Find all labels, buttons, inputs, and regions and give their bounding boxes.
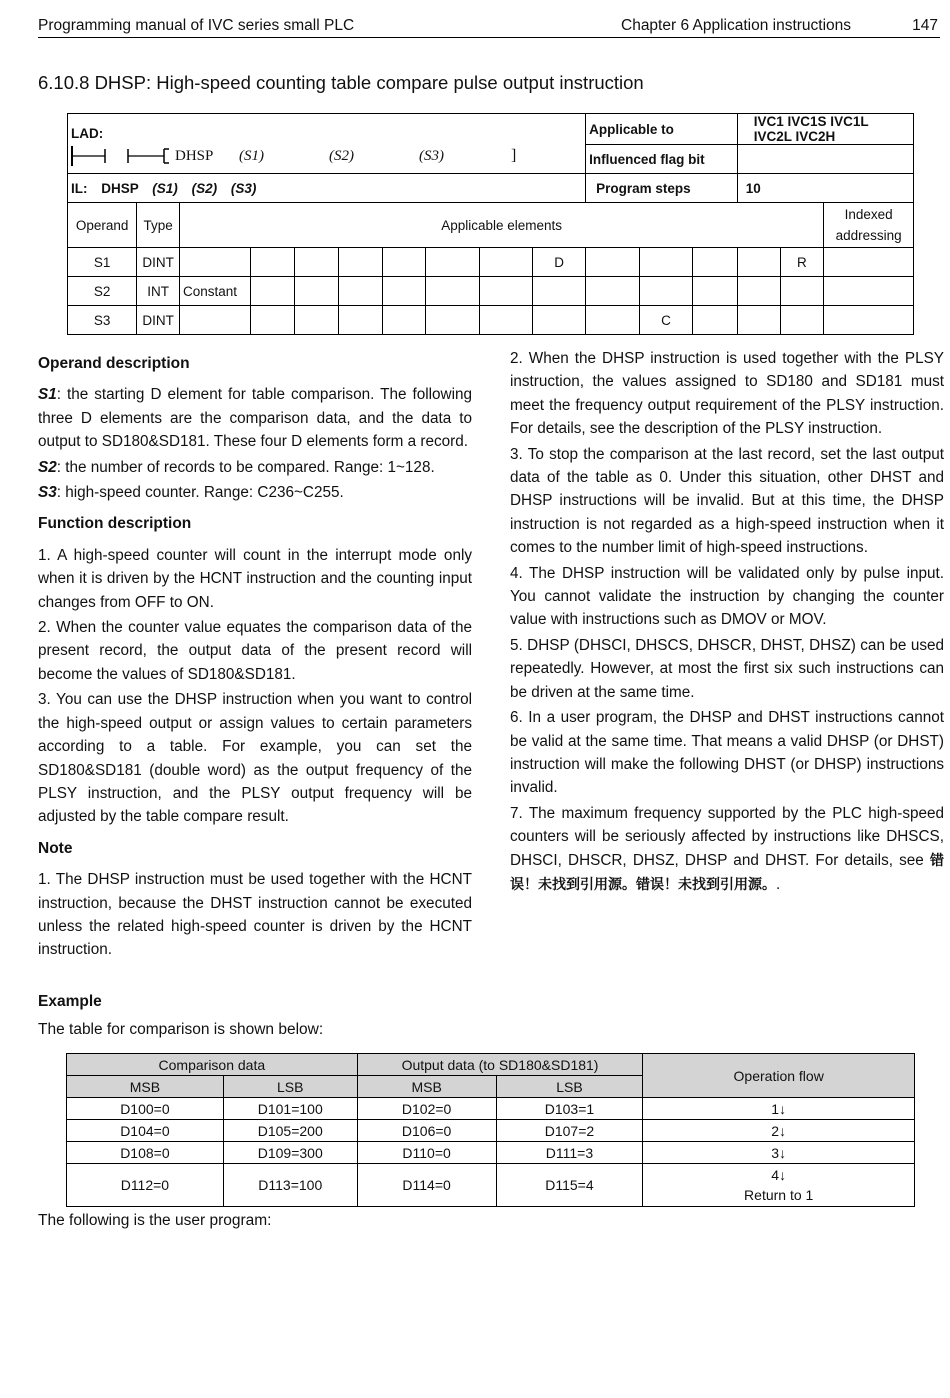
cell: D115=4 bbox=[496, 1164, 643, 1207]
indexed-cell bbox=[824, 248, 914, 277]
element-cell bbox=[586, 306, 640, 335]
example-heading: Example bbox=[38, 993, 102, 1010]
element-cell bbox=[426, 248, 480, 277]
function-description-heading: Function description bbox=[38, 515, 192, 533]
left-column bbox=[38, 352, 472, 964]
applicable-to-value: IVC1 IVC1S IVC1L IVC2L IVC2H bbox=[737, 114, 913, 145]
flow-cell: 2↓ bbox=[643, 1120, 915, 1142]
s2-description bbox=[38, 456, 472, 479]
cell: D109=300 bbox=[223, 1142, 357, 1164]
user-program-intro: The following is the user program: bbox=[38, 1212, 272, 1229]
function-item: 1. A high-speed counter will count in the interrupt mode only when it is driven by the HCNT instruction and the counting input changes from OFF to ON. bbox=[38, 546, 472, 611]
program-steps-value: 10 bbox=[737, 174, 913, 203]
page-header bbox=[38, 15, 940, 38]
cell: D100=0 bbox=[67, 1098, 224, 1120]
operand-cell: S1 bbox=[68, 248, 137, 277]
comparison-table bbox=[66, 1053, 915, 1207]
element-cell bbox=[480, 306, 533, 335]
il-operand-s1: (S1) bbox=[152, 180, 178, 196]
cell: D104=0 bbox=[67, 1120, 224, 1142]
note-item: 5. DHSP (DHSCI, DHSCS, DHSCR, DHST, DHSZ) can be used repeatedly. However, at most the first six such instructions can be driven at the same time. bbox=[510, 636, 944, 701]
msb-header: MSB bbox=[67, 1076, 224, 1098]
table-row bbox=[68, 248, 914, 277]
section-title: 6.10.8 DHSP: High-speed counting table compare pulse output instruction bbox=[38, 72, 644, 93]
cell: D107=2 bbox=[496, 1120, 643, 1142]
col-elements-header: Applicable elements bbox=[179, 203, 823, 248]
operand-description-heading: Operand description bbox=[38, 355, 190, 372]
note-heading: Note bbox=[38, 839, 73, 857]
element-cell bbox=[640, 248, 693, 277]
cell: D106=0 bbox=[357, 1120, 496, 1142]
element-cell bbox=[294, 306, 338, 335]
comparison-data-header: Comparison data bbox=[67, 1054, 358, 1076]
element-cell bbox=[533, 306, 586, 335]
s1-label: S1 bbox=[38, 386, 57, 404]
contact-symbol-icon bbox=[71, 145, 171, 167]
indexed-cell bbox=[824, 277, 914, 306]
cell: D111=3 bbox=[496, 1142, 643, 1164]
flag-label: Influenced flag bit bbox=[586, 145, 738, 174]
element-cell bbox=[426, 306, 480, 335]
element-cell bbox=[338, 277, 382, 306]
lsb-header: LSB bbox=[223, 1076, 357, 1098]
cell: D110=0 bbox=[357, 1142, 496, 1164]
manual-title: Programming manual of IVC series small PLC bbox=[38, 17, 355, 34]
cell: D105=200 bbox=[223, 1120, 357, 1142]
element-cell bbox=[382, 306, 426, 335]
flow-step: 4↓ bbox=[771, 1167, 787, 1183]
function-item: 3. You can use the DHSP instruction when you want to control the high-speed output or assign values to certain parameters according to a table. For example, you can set the SD180&SD181 (double word) as the output frequency of the PLSY instruction, and the PLSY output frequency will be adjusted by the table compare result. bbox=[38, 691, 472, 826]
s1-text: : the starting D element for table comparison. The following three D elements are the comparison data, and the data to output to SD180&SD181. These four D elements form a record. bbox=[38, 386, 472, 451]
note-item: 3. To stop the comparison at the last record, set the last output data of the table as 0. Under this situation, other DHST and DHSP instructions will be invalid. But at this time, the DHSP instruction is not regarded as a high-speed instruction when it comes to the number limit of high-speed instructions. bbox=[510, 445, 944, 557]
s2-text: : the number of records to be compared. Range: 1~128. bbox=[56, 458, 435, 476]
lsb-header: LSB bbox=[496, 1076, 643, 1098]
cell: D103=1 bbox=[496, 1098, 643, 1120]
col-operand-header: Operand bbox=[68, 203, 137, 248]
msb-header: MSB bbox=[357, 1076, 496, 1098]
element-cell bbox=[294, 248, 338, 277]
element-cell: Constant bbox=[179, 277, 250, 306]
element-cell bbox=[426, 277, 480, 306]
example-intro: The table for comparison is shown below: bbox=[38, 1021, 324, 1038]
indexed-cell bbox=[824, 306, 914, 335]
flow-cell: 1↓ bbox=[643, 1098, 915, 1120]
cell: D113=100 bbox=[223, 1164, 357, 1207]
note7-text: 7. The maximum frequency supported by the PLC high-speed counters will be seriously affected by instructions like DHSCS, DHSCI, DHSCR, DHSZ, DHSP and DHST. For details, see bbox=[510, 804, 944, 869]
note-item: 1. The DHSP instruction must be used together with the HCNT instruction, because the DHST instruction cannot be executed unless the related high-speed counter is driven by the HCNT instruction. bbox=[38, 871, 472, 959]
type-cell: DINT bbox=[137, 306, 180, 335]
element-cell bbox=[533, 277, 586, 306]
lad-cell bbox=[68, 114, 586, 174]
cell: D114=0 bbox=[357, 1164, 496, 1207]
function-item: 2. When the counter value equates the comparison data of the present record, the output data of the present record will become the values of SD180&SD181. bbox=[38, 619, 472, 683]
ladder-diagram bbox=[71, 144, 582, 168]
table-row bbox=[68, 277, 914, 306]
table-row bbox=[67, 1164, 915, 1207]
flow-cell bbox=[643, 1164, 915, 1207]
element-cell: R bbox=[780, 248, 824, 277]
element-cell bbox=[338, 248, 382, 277]
lad-operand-s3: (S3) bbox=[419, 147, 444, 164]
element-cell: D bbox=[533, 248, 586, 277]
table-row bbox=[67, 1098, 915, 1120]
lad-mnemonic: DHSP bbox=[175, 147, 214, 164]
il-operand-s2: (S2) bbox=[191, 180, 218, 196]
cell: D101=100 bbox=[223, 1098, 357, 1120]
note-item: 6. In a user program, the DHSP and DHST instructions cannot be valid at the same time. That means a valid DHSP (or DHST) instruction will make the following DHST (or DHSP) instructions invalid. bbox=[510, 709, 944, 797]
element-cell bbox=[480, 277, 533, 306]
lad-label: LAD: bbox=[71, 126, 104, 141]
instruction-table bbox=[67, 113, 914, 335]
il-label: IL: bbox=[71, 180, 88, 196]
s1-description bbox=[38, 383, 472, 453]
element-cell bbox=[251, 277, 295, 306]
il-operand-s3: (S3) bbox=[230, 180, 257, 196]
table-row bbox=[68, 306, 914, 335]
cell: D112=0 bbox=[67, 1164, 224, 1207]
element-cell bbox=[179, 306, 250, 335]
right-bracket-icon: ] bbox=[511, 147, 517, 164]
chapter-title: Chapter 6 Application instructions bbox=[621, 17, 852, 34]
cell: D102=0 bbox=[357, 1098, 496, 1120]
element-cell bbox=[640, 277, 693, 306]
element-cell bbox=[693, 248, 738, 277]
s2-label: S2 bbox=[38, 458, 57, 476]
element-cell: C bbox=[640, 306, 693, 335]
note7-end: . bbox=[776, 875, 781, 893]
flag-value bbox=[737, 145, 913, 174]
type-cell: DINT bbox=[137, 248, 180, 277]
flow-return: Return to 1 bbox=[744, 1187, 814, 1203]
applicable-to-label: Applicable to bbox=[586, 114, 738, 145]
col-indexed-header: Indexed addressing bbox=[824, 203, 914, 248]
element-cell bbox=[338, 306, 382, 335]
operation-flow-header: Operation flow bbox=[643, 1054, 915, 1098]
element-cell bbox=[586, 248, 640, 277]
element-cell bbox=[737, 248, 780, 277]
element-cell bbox=[780, 306, 824, 335]
element-cell bbox=[480, 248, 533, 277]
s3-label: S3 bbox=[38, 484, 57, 502]
il-mnemonic: DHSP bbox=[101, 180, 139, 196]
output-data-header: Output data (to SD180&SD181) bbox=[357, 1054, 643, 1076]
s3-text: : high-speed counter. Range: C236~C255. bbox=[56, 484, 344, 502]
example-section bbox=[38, 993, 323, 1039]
col-type-header: Type bbox=[137, 203, 180, 248]
element-cell bbox=[294, 277, 338, 306]
element-cell bbox=[693, 277, 738, 306]
element-cell bbox=[382, 248, 426, 277]
cell: D108=0 bbox=[67, 1142, 224, 1164]
s3-description bbox=[38, 481, 472, 504]
element-cell bbox=[251, 306, 295, 335]
type-cell: INT bbox=[137, 277, 180, 306]
table-row bbox=[67, 1120, 915, 1142]
lad-operand-s1: (S1) bbox=[239, 147, 264, 164]
element-cell bbox=[382, 277, 426, 306]
element-cell bbox=[251, 248, 295, 277]
element-cell bbox=[179, 248, 250, 277]
element-cell bbox=[737, 306, 780, 335]
note-item: 4. The DHSP instruction will be validated only by pulse input. You cannot validate the instruction by changing the counter value with instructions such as DMOV or MOV. bbox=[510, 564, 944, 629]
il-cell bbox=[68, 174, 586, 203]
program-steps-label: Program steps bbox=[586, 174, 738, 203]
page-number: 147 bbox=[912, 17, 938, 34]
note-item: 2. When the DHSP instruction is used together with the PLSY instruction, the values assigned to SD180 and SD181 must meet the frequency output requirement of the PLSY instruction. For details, see the description of the PLSY instruction. bbox=[510, 350, 944, 438]
operand-cell: S3 bbox=[68, 306, 137, 335]
broken-reference: 错误！未找到引用源。错误！未找到引用源。 bbox=[510, 852, 944, 893]
element-cell bbox=[780, 277, 824, 306]
note-item bbox=[510, 802, 944, 898]
lad-operand-s2: (S2) bbox=[329, 147, 354, 164]
element-cell bbox=[586, 277, 640, 306]
table-row bbox=[67, 1142, 915, 1164]
element-cell bbox=[737, 277, 780, 306]
flow-cell: 3↓ bbox=[643, 1142, 915, 1164]
operand-cell: S2 bbox=[68, 277, 137, 306]
right-column bbox=[510, 347, 944, 899]
element-cell bbox=[693, 306, 738, 335]
